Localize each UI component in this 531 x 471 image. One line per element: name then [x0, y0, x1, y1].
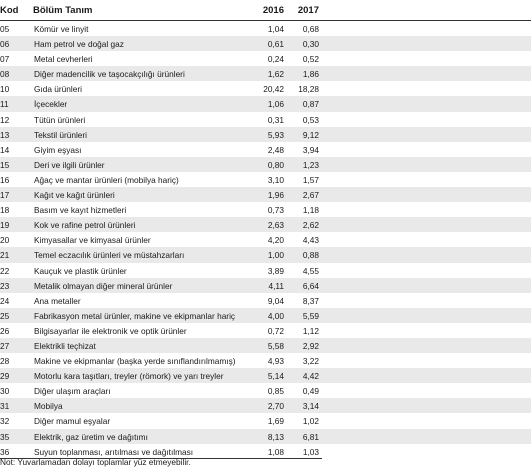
cell-2017: 4,43 — [302, 235, 319, 246]
cell-kod: 15 — [0, 159, 10, 170]
cell-2016: 5,14 — [267, 371, 284, 382]
cell-2016: 4,93 — [267, 356, 284, 367]
table-row — [0, 202, 531, 217]
cell-bolum-tanim: Diğer madencilik ve taşocakçılığı ürünleri — [34, 69, 185, 80]
cell-bolum-tanim: Suyun toplanması, arıtılması ve dağıtılması — [34, 446, 194, 457]
cell-bolum-tanim: Elektrikli teçhizat — [34, 340, 96, 351]
table-row — [0, 413, 531, 428]
cell-2016: 20,42 — [263, 84, 284, 95]
cell-2017: 2,92 — [302, 340, 319, 351]
cell-bolum-tanim: Diğer ulaşım araçları — [34, 386, 111, 397]
footnote: Not: Yuvarlamadan dolayı toplamlar yüz etmeyebilir. — [0, 457, 191, 467]
table-row — [0, 247, 531, 262]
cell-kod: 25 — [0, 310, 10, 321]
cell-2016: 0,31 — [267, 114, 284, 125]
cell-2017: 1,02 — [302, 416, 319, 427]
cell-kod: 17 — [0, 190, 10, 201]
cell-kod: 23 — [0, 280, 10, 291]
cell-2017: 1,03 — [302, 446, 319, 457]
cell-2017: 1,18 — [302, 205, 319, 216]
cell-kod: 18 — [0, 205, 10, 216]
cell-kod: 27 — [0, 340, 10, 351]
cell-2017: 3,14 — [302, 401, 319, 412]
cell-2017: 5,59 — [302, 310, 319, 321]
cell-kod: 35 — [0, 431, 10, 442]
cell-2016: 0,80 — [267, 159, 284, 170]
cell-2017: 4,42 — [302, 371, 319, 382]
cell-2016: 4,20 — [267, 235, 284, 246]
cell-2017: 0,87 — [302, 99, 319, 110]
cell-2017: 1,57 — [302, 174, 319, 185]
cell-kod: 29 — [0, 371, 10, 382]
table-row — [0, 96, 531, 111]
cell-2017: 6,64 — [302, 280, 319, 291]
table-row — [0, 338, 531, 353]
cell-2016: 1,96 — [267, 190, 284, 201]
cell-2016: 1,62 — [267, 69, 284, 80]
cell-kod: 28 — [0, 356, 10, 367]
cell-2017: 2,62 — [302, 220, 319, 231]
cell-2017: 0,30 — [302, 39, 319, 50]
cell-kod: 19 — [0, 220, 10, 231]
cell-bolum-tanim: Bilgisayarlar ile elektronik ve optik ürünler — [34, 325, 187, 336]
table-row — [0, 172, 531, 187]
cell-bolum-tanim: Basım ve kayıt hizmetleri — [34, 205, 127, 216]
cell-2017: 3,94 — [302, 144, 319, 155]
cell-2016: 0,24 — [267, 54, 284, 65]
cell-bolum-tanim: Kimyasallar ve kimyasal ürünler — [34, 235, 151, 246]
cell-2016: 3,89 — [267, 265, 284, 276]
cell-kod: 06 — [0, 39, 10, 50]
cell-2016: 0,85 — [267, 386, 284, 397]
cell-kod: 05 — [0, 24, 10, 34]
cell-2016: 2,48 — [267, 144, 284, 155]
table-row — [0, 368, 531, 383]
cell-2016: 1,06 — [267, 99, 284, 110]
cell-kod: 32 — [0, 416, 10, 427]
cell-kod: 11 — [0, 99, 9, 110]
cell-bolum-tanim: Mobilya — [34, 401, 63, 412]
cell-2017: 0,53 — [302, 114, 319, 125]
cell-bolum-tanim: Deri ve ilgili ürünler — [34, 159, 105, 170]
table-row — [0, 383, 531, 398]
cell-kod: 30 — [0, 386, 10, 397]
cell-2016: 1,00 — [267, 250, 284, 261]
cell-bolum-tanim: Ham petrol ve doğal gaz — [34, 39, 124, 50]
cell-2016: 5,93 — [267, 129, 284, 140]
cell-kod: 16 — [0, 174, 10, 185]
cell-2017: 0,68 — [302, 24, 319, 34]
table-row — [0, 263, 531, 278]
cell-2016: 1,04 — [267, 24, 284, 34]
table-row — [0, 66, 531, 81]
cell-2017: 0,88 — [302, 250, 319, 261]
cell-bolum-tanim: Elektrik, gaz üretim ve dağıtımı — [34, 431, 148, 442]
cell-2016: 4,11 — [268, 280, 284, 291]
table-row — [0, 187, 531, 202]
cell-bolum-tanim: Motorlu kara taşıtları, treyler (römork) ve yarı treyler — [34, 371, 224, 382]
table-row — [0, 21, 531, 36]
table-row — [0, 157, 531, 172]
table-row — [0, 127, 531, 142]
cell-kod: 07 — [0, 54, 10, 65]
header-2016: 2016 — [262, 5, 284, 16]
cell-bolum-tanim: Kağıt ve kağıt ürünleri — [34, 190, 115, 201]
cell-2016: 9,04 — [267, 295, 284, 306]
cell-kod: 08 — [0, 69, 10, 80]
table-row — [0, 217, 531, 232]
cell-2016: 1,69 — [267, 416, 284, 427]
cell-2017: 8,37 — [302, 295, 319, 306]
cell-2017: 3,22 — [302, 356, 319, 367]
cell-2017: 0,49 — [302, 386, 319, 397]
cell-bolum-tanim: Kok ve rafine petrol ürünleri — [34, 220, 136, 231]
cell-2016: 2,70 — [267, 401, 284, 412]
cell-2017: 0,52 — [302, 54, 319, 65]
cell-bolum-tanim: Gıda ürünleri — [34, 84, 82, 95]
cell-2016: 8,13 — [267, 431, 284, 442]
table-row — [0, 232, 531, 247]
cell-kod: 10 — [0, 84, 10, 95]
header-bolum-tanim: Bölüm Tanım — [33, 5, 93, 16]
table-row — [0, 293, 531, 308]
cell-kod: 26 — [0, 325, 10, 336]
cell-2016: 2,63 — [267, 220, 284, 231]
table-row — [0, 142, 531, 157]
cell-kod: 13 — [0, 129, 10, 140]
cell-bolum-tanim: Ağaç ve mantar ürünleri (mobilya hariç) — [34, 174, 179, 185]
cell-kod: 12 — [0, 114, 10, 125]
cell-bolum-tanim: Makine ve ekipmanlar (başka yerde sınıflandırılmamış) — [34, 356, 236, 367]
table-row — [0, 429, 531, 444]
cell-2016: 5,58 — [267, 340, 284, 351]
table-body — [0, 21, 531, 459]
cell-2016: 4,00 — [267, 310, 284, 321]
cell-bolum-tanim: Temel eczacılık ürünleri ve müstahzarları — [34, 250, 185, 261]
cell-bolum-tanim: Metalik olmayan diğer mineral ürünler — [34, 280, 173, 291]
table-row — [0, 278, 531, 293]
cell-kod: 21 — [0, 250, 10, 261]
cell-bolum-tanim: Tekstil ürünleri — [34, 129, 88, 140]
header-kod: Kod — [0, 5, 19, 16]
cell-bolum-tanim: İçecekler — [34, 99, 68, 110]
table-row — [0, 112, 531, 127]
cell-2017: 2,67 — [302, 190, 319, 201]
cell-2016: 1,08 — [267, 446, 284, 457]
cell-2016: 0,72 — [267, 325, 284, 336]
cell-2016: 0,73 — [267, 205, 284, 216]
cell-2017: 4,55 — [302, 265, 319, 276]
cell-bolum-tanim: Kömür ve linyit — [34, 24, 89, 34]
table-row — [0, 308, 531, 323]
cell-2017: 18,28 — [298, 84, 319, 95]
cell-kod: 24 — [0, 295, 10, 306]
cell-2016: 3,10 — [267, 174, 284, 185]
cell-bolum-tanim: Ana metaller — [34, 295, 81, 306]
cell-2017: 1,23 — [302, 159, 319, 170]
table-row — [0, 36, 531, 51]
cell-2016: 0,61 — [267, 39, 284, 50]
table-row — [0, 81, 531, 96]
cell-bolum-tanim: Fabrikasyon metal ürünler, makine ve ekipmanlar hariç — [34, 310, 236, 321]
table-row — [0, 51, 531, 66]
table-row — [0, 398, 531, 413]
header-2017: 2017 — [297, 5, 319, 16]
cell-kod: 36 — [0, 446, 10, 457]
cell-bolum-tanim: Tütün ürünleri — [34, 114, 86, 125]
cell-2017: 1,86 — [302, 69, 319, 80]
cell-2017: 9,12 — [302, 129, 319, 140]
table-header — [0, 0, 531, 21]
table-row — [0, 353, 531, 368]
cell-kod: 14 — [0, 144, 10, 155]
cell-kod: 31 — [0, 401, 10, 412]
table-row — [0, 323, 531, 338]
cell-bolum-tanim: Kauçuk ve plastik ürünler — [34, 265, 127, 276]
cell-kod: 20 — [0, 235, 10, 246]
cell-kod: 22 — [0, 265, 10, 276]
cell-bolum-tanim: Giyim eşyası — [34, 144, 82, 155]
cell-bolum-tanim: Diğer mamul eşyalar — [34, 416, 111, 427]
cell-2017: 6,81 — [302, 431, 319, 442]
cell-bolum-tanim: Metal cevherleri — [34, 54, 93, 65]
cell-2017: 1,12 — [302, 325, 319, 336]
